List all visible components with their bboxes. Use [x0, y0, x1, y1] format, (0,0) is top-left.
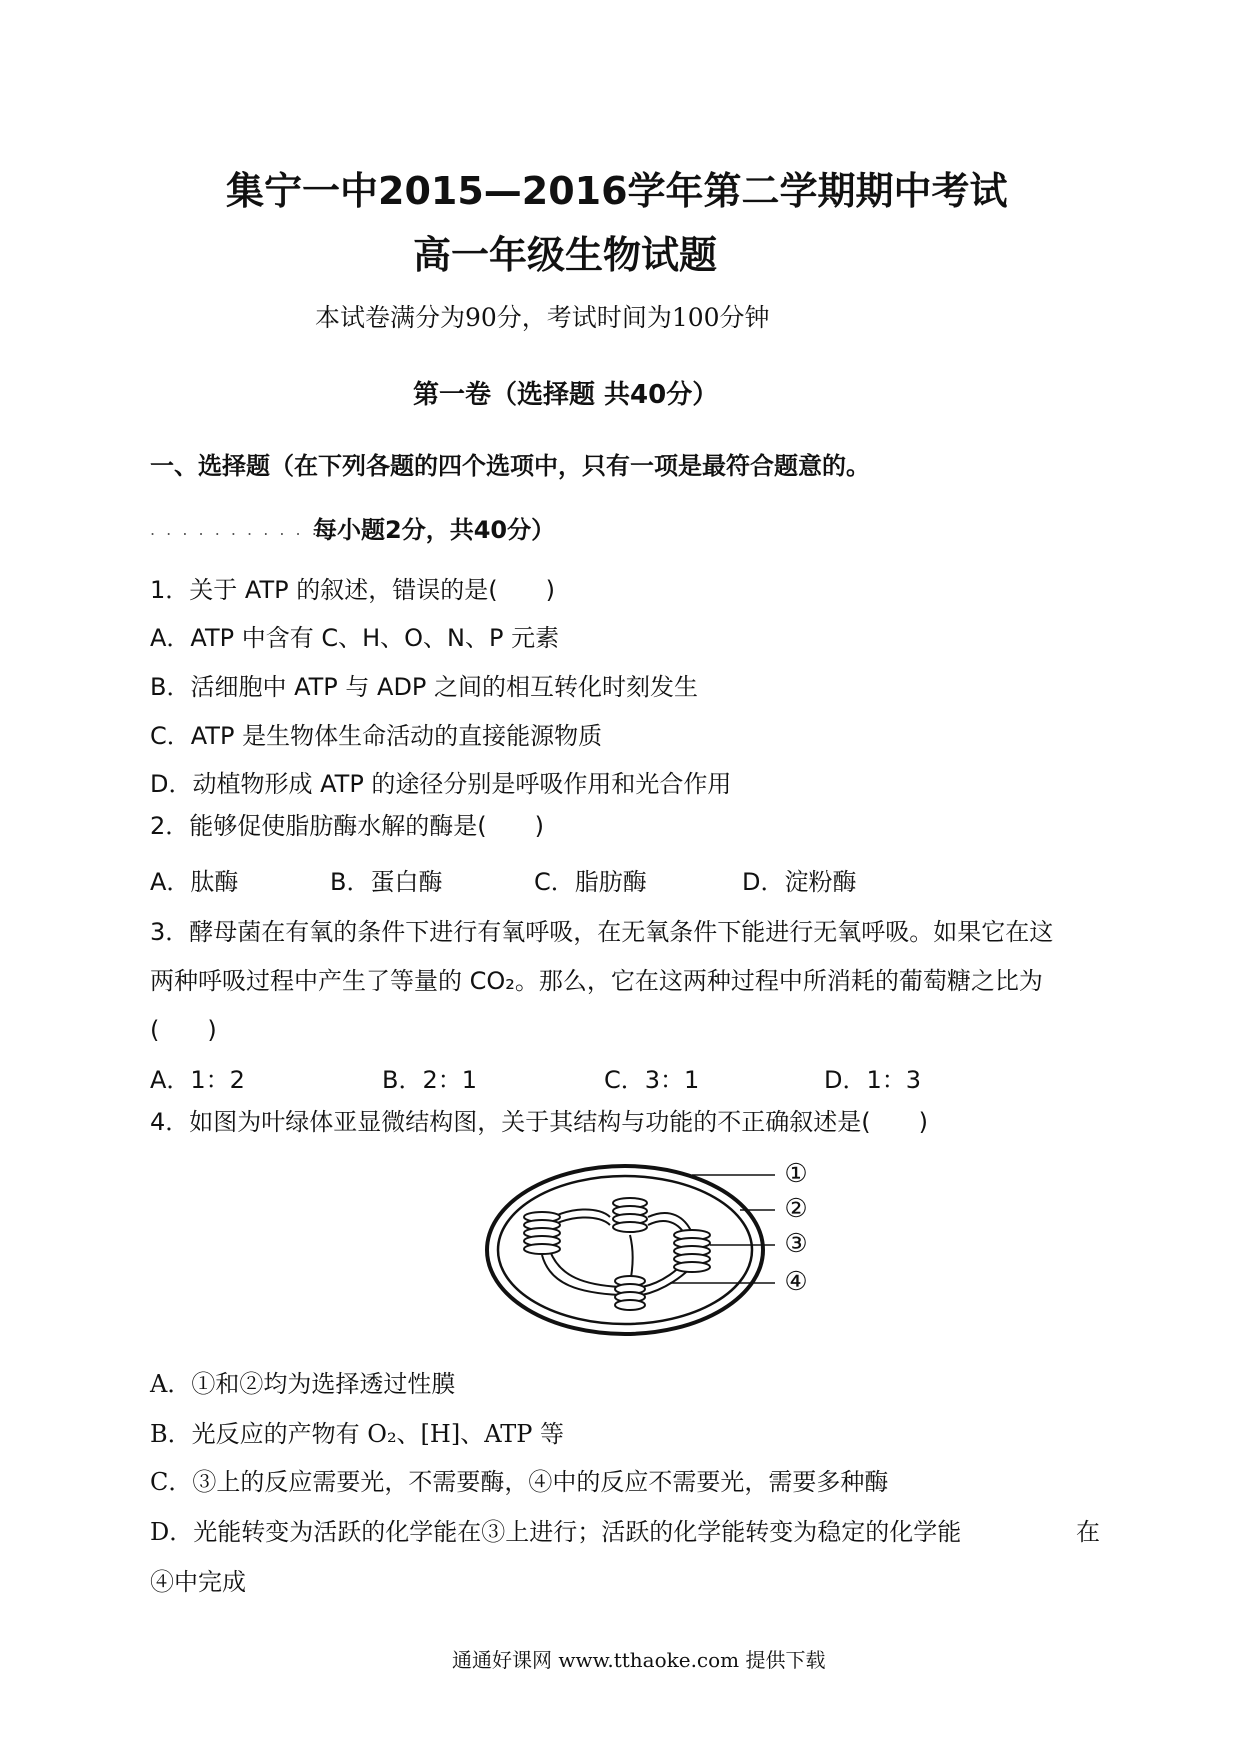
q1-stem: 1．关于 ATP 的叙述，错误的是( )	[150, 576, 555, 604]
q2-stem: 2．能够促使脂肪酶水解的酶是( )	[150, 812, 544, 840]
q1-option-a: A．ATP 中含有 C、H、O、N、P 元素	[150, 624, 560, 652]
exam-title: 集宁一中2015—2016学年第二学期期中考试	[226, 169, 1008, 213]
q4-option-c: C．③上的反应需要光，不需要酶，④中的反应不需要光，需要多种酶	[150, 1468, 889, 1496]
q1-option-d: D．动植物形成 ATP 的途径分别是呼吸作用和光合作用	[150, 770, 732, 798]
q3-option-d: D．1：3	[824, 1066, 922, 1094]
q3-option-c: C．3：1	[604, 1066, 700, 1094]
q1-option-c: C．ATP 是生物体生命活动的直接能源物质	[150, 722, 603, 750]
q2-option-d: D．淀粉酶	[742, 868, 857, 896]
chloroplast-diagram	[470, 1145, 830, 1345]
label-3: ③	[784, 1229, 808, 1259]
q4-option-d-line1-end: 在	[1076, 1518, 1100, 1546]
q4-option-a: A．①和②均为选择透过性膜	[150, 1370, 456, 1398]
section-dots: . . . . . . . . . . .	[150, 520, 320, 539]
granum-left	[524, 1212, 560, 1254]
q3-option-a: A．1：2	[150, 1066, 245, 1094]
label-2: ②	[784, 1194, 808, 1224]
q1-option-b: B．活细胞中 ATP 与 ADP 之间的相互转化时刻发生	[150, 673, 699, 701]
section-heading-cont: 每小题2分，共40分）	[313, 516, 556, 544]
exam-subtitle: 高一年级生物试题	[413, 233, 718, 277]
granum-bottom	[615, 1276, 645, 1310]
q4-option-d-line2: ④中完成	[150, 1568, 246, 1596]
volume-heading: 第一卷（选择题 共40分）	[413, 380, 719, 410]
q3-option-b: B．2：1	[382, 1066, 478, 1094]
q4-option-b: B．光反应的产物有 O₂、[H]、ATP 等	[150, 1420, 565, 1448]
label-4: ④	[784, 1267, 808, 1297]
page-footer: 通通好课网 www.tthaoke.com 提供下载	[452, 1648, 826, 1672]
granum-top	[613, 1198, 647, 1232]
exam-info: 本试卷满分为90分，考试时间为100分钟	[315, 303, 770, 332]
q2-option-c: C．脂肪酶	[534, 868, 647, 896]
label-1: ①	[784, 1159, 808, 1189]
granum-right	[674, 1230, 710, 1272]
q4-option-d-line1: D．光能转变为活跃的化学能在③上进行；活跃的化学能转变为稳定的化学能	[150, 1518, 962, 1546]
q4-stem: 4．如图为叶绿体亚显微结构图，关于其结构与功能的不正确叙述是( )	[150, 1108, 928, 1136]
q2-option-a: A．肽酶	[150, 868, 239, 896]
q3-stem-line3: ( )	[150, 1016, 217, 1044]
q3-stem-line2: 两种呼吸过程中产生了等量的 CO₂。那么，它在这两种过程中所消耗的葡萄糖之比为	[150, 967, 1043, 995]
q3-stem-line1: 3．酵母菌在有氧的条件下进行有氧呼吸，在无氧条件下能进行无氧呼吸。如果它在这	[150, 918, 1054, 946]
q2-option-b: B．蛋白酶	[330, 868, 443, 896]
section-heading: 一、选择题（在下列各题的四个选项中，只有一项是最符合题意的。	[150, 452, 870, 480]
